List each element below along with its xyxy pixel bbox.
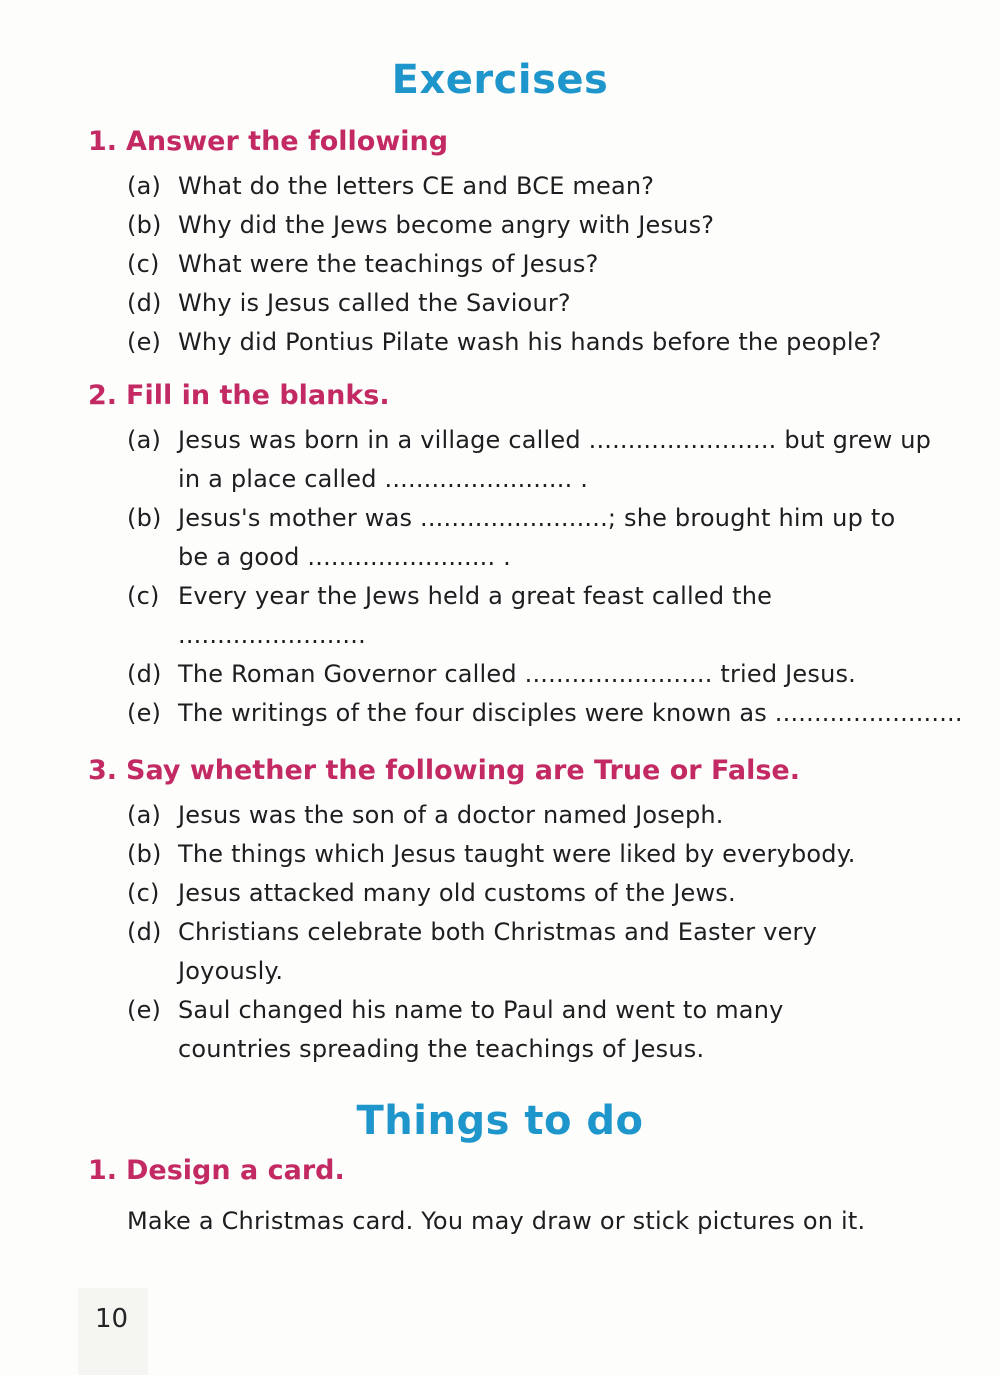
item-line: Christians celebrate both Christmas and Easter very bbox=[178, 918, 818, 946]
exercise-item bbox=[127, 421, 1000, 499]
section-number: 3. bbox=[88, 755, 118, 786]
item-label: (b) bbox=[127, 211, 162, 239]
item-label: (a) bbox=[127, 426, 162, 454]
exercise-item bbox=[127, 323, 1000, 362]
section-items bbox=[0, 796, 1000, 1069]
item-label: (a) bbox=[127, 801, 162, 829]
item-label: (e) bbox=[127, 996, 162, 1024]
item-label: (b) bbox=[127, 840, 162, 868]
page-number-box bbox=[78, 1288, 148, 1375]
exercise-item bbox=[127, 913, 1000, 991]
item-line: be a good ........................ . bbox=[178, 543, 511, 571]
exercise-item bbox=[127, 245, 1000, 284]
section-number: 1. bbox=[88, 1155, 118, 1186]
item-label: (c) bbox=[127, 879, 160, 907]
things-to-do-title: Things to do bbox=[356, 1098, 644, 1144]
item-line: What do the letters CE and BCE mean? bbox=[178, 172, 655, 200]
section-design-a-card bbox=[0, 1151, 1000, 1241]
item-line: Saul changed his name to Paul and went to many bbox=[178, 996, 784, 1024]
exercise-item bbox=[127, 284, 1000, 323]
item-line: in a place called ........................ . bbox=[178, 465, 589, 493]
item-line: ........................ bbox=[178, 621, 366, 649]
item-line: The Roman Governor called ........................ tried Jesus. bbox=[178, 660, 857, 688]
item-line: Joyously. bbox=[178, 957, 284, 985]
item-line: Why did Pontius Pilate wash his hands before the people? bbox=[178, 328, 882, 356]
exercise-item bbox=[127, 577, 1000, 655]
item-label: (e) bbox=[127, 328, 162, 356]
section-heading bbox=[88, 376, 1000, 415]
item-label: (b) bbox=[127, 504, 162, 532]
exercise-item bbox=[127, 694, 1000, 733]
section-heading bbox=[88, 122, 1000, 161]
exercise-item bbox=[127, 835, 1000, 874]
item-line: The things which Jesus taught were liked by everybody. bbox=[178, 840, 856, 868]
section-number: 1. bbox=[88, 126, 118, 157]
item-line: Jesus was the son of a doctor named Joseph. bbox=[178, 801, 724, 829]
section-heading bbox=[88, 1151, 1000, 1190]
section-fill-in-the-blanks bbox=[0, 376, 1000, 733]
exercise-item bbox=[127, 655, 1000, 694]
item-line: Why did the Jews become angry with Jesus? bbox=[178, 211, 715, 239]
item-line: What were the teachings of Jesus? bbox=[178, 250, 599, 278]
page-number: 10 bbox=[95, 1304, 129, 1334]
item-line: countries spreading the teachings of Jesus. bbox=[178, 1035, 705, 1063]
item-line: Jesus's mother was ........................; she brought him up to bbox=[178, 504, 896, 532]
exercise-item bbox=[127, 991, 1000, 1069]
section-heading bbox=[88, 751, 1000, 790]
item-label: (e) bbox=[127, 699, 162, 727]
item-label: (d) bbox=[127, 660, 162, 688]
item-label: (d) bbox=[127, 918, 162, 946]
item-line: The writings of the four disciples were known as ........................ bbox=[178, 699, 963, 727]
exercise-item bbox=[127, 874, 1000, 913]
item-label: (c) bbox=[127, 250, 160, 278]
section-title: Answer the following bbox=[126, 126, 449, 157]
section-number: 2. bbox=[88, 380, 118, 411]
item-label: (c) bbox=[127, 582, 160, 610]
item-line: Every year the Jews held a great feast called the bbox=[178, 582, 773, 610]
exercise-item bbox=[127, 167, 1000, 206]
item-label: (d) bbox=[127, 289, 162, 317]
section-true-or-false bbox=[0, 751, 1000, 1069]
item-line: Jesus attacked many old customs of the Jews. bbox=[178, 879, 736, 907]
section-title: Design a card. bbox=[126, 1155, 345, 1186]
section-answer-the-following bbox=[0, 122, 1000, 362]
item-label: (a) bbox=[127, 172, 162, 200]
section-items bbox=[0, 167, 1000, 362]
item-line: Jesus was born in a village called ........................ but grew up bbox=[178, 426, 932, 454]
instruction-text: Make a Christmas card. You may draw or stick pictures on it. bbox=[127, 1207, 866, 1235]
exercise-item bbox=[127, 499, 1000, 577]
exercise-item bbox=[127, 796, 1000, 835]
exercise-item bbox=[127, 206, 1000, 245]
section-items bbox=[0, 421, 1000, 733]
item-line: Why is Jesus called the Saviour? bbox=[178, 289, 571, 317]
section-title: Say whether the following are True or False. bbox=[126, 755, 800, 786]
exercises-title: Exercises bbox=[391, 57, 609, 103]
section-title: Fill in the blanks. bbox=[126, 380, 390, 411]
